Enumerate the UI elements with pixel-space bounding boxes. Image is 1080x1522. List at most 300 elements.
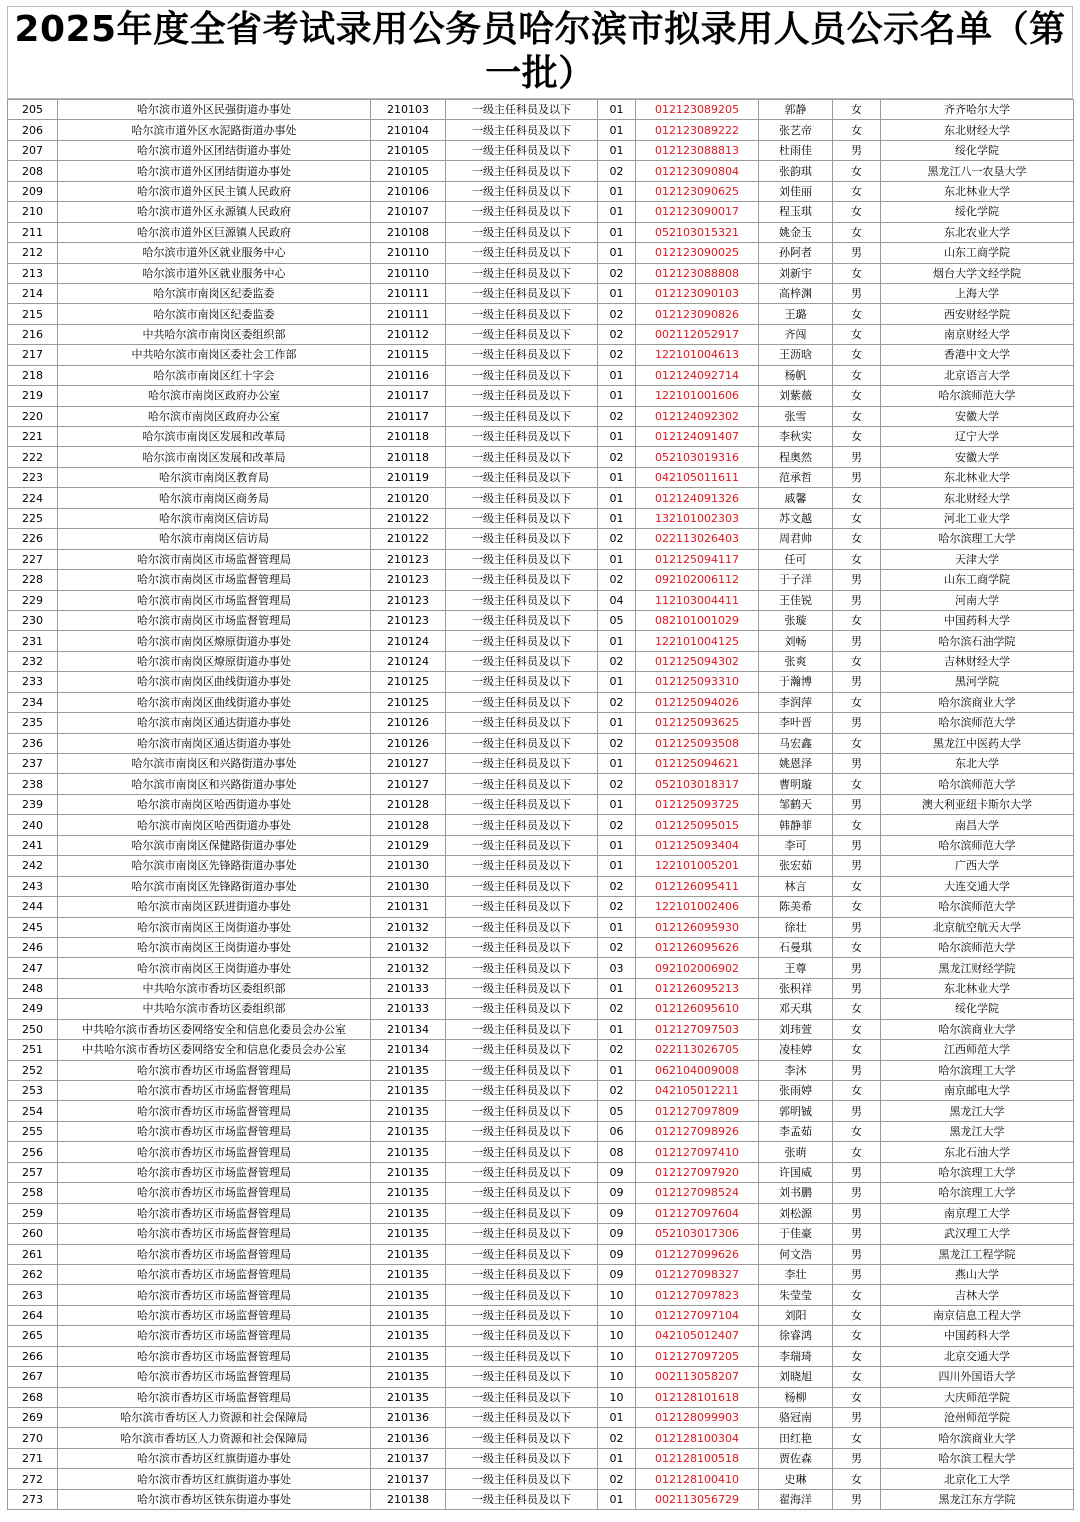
gender: 男 xyxy=(833,1101,881,1121)
exam-number: 112103004411 xyxy=(636,590,759,610)
candidate-name: 曹明璇 xyxy=(759,774,833,794)
row-index: 231 xyxy=(8,631,58,651)
gender: 女 xyxy=(833,406,881,426)
table-row xyxy=(8,120,1074,140)
school: 东北林业大学 xyxy=(881,978,1074,998)
school: 黑龙江大学 xyxy=(881,1101,1074,1121)
table-row xyxy=(8,917,1074,937)
table-row xyxy=(8,1203,1074,1223)
position-code: 210135 xyxy=(371,1101,446,1121)
position-title: 一级主任科员及以下 xyxy=(446,1264,598,1284)
exam-number: 012123090625 xyxy=(636,181,759,201)
position-code: 210122 xyxy=(371,508,446,528)
gender: 女 xyxy=(833,1019,881,1039)
position-title: 一级主任科员及以下 xyxy=(446,672,598,692)
position-slot: 02 xyxy=(598,406,636,426)
school: 黑龙江八一农垦大学 xyxy=(881,161,1074,181)
position-slot: 09 xyxy=(598,1264,636,1284)
position-title: 一级主任科员及以下 xyxy=(446,1060,598,1080)
row-index: 240 xyxy=(8,815,58,835)
table-row xyxy=(8,1408,1074,1428)
gender: 男 xyxy=(833,631,881,651)
row-index: 259 xyxy=(8,1203,58,1223)
candidate-name: 李沐 xyxy=(759,1060,833,1080)
position-title: 一级主任科员及以下 xyxy=(446,304,598,324)
exam-number: 012123090025 xyxy=(636,243,759,263)
agency-name: 哈尔滨市南岗区纪委监委 xyxy=(58,304,371,324)
exam-number: 062104009008 xyxy=(636,1060,759,1080)
agency-name: 哈尔滨市香坊区红旗街道办事处 xyxy=(58,1469,371,1489)
school: 吉林财经大学 xyxy=(881,651,1074,671)
position-slot: 02 xyxy=(598,815,636,835)
candidate-name: 王璐 xyxy=(759,304,833,324)
agency-name: 哈尔滨市香坊区人力资源和社会保障局 xyxy=(58,1428,371,1448)
position-slot: 01 xyxy=(598,1019,636,1039)
exam-number: 012128101618 xyxy=(636,1387,759,1407)
agency-name: 哈尔滨市南岗区市场监督管理局 xyxy=(58,610,371,630)
exam-number: 022113026403 xyxy=(636,529,759,549)
position-title: 一级主任科员及以下 xyxy=(446,447,598,467)
school: 东北财经大学 xyxy=(881,120,1074,140)
position-code: 210136 xyxy=(371,1408,446,1428)
table-row xyxy=(8,937,1074,957)
school: 哈尔滨师范大学 xyxy=(881,937,1074,957)
candidate-name: 李可 xyxy=(759,835,833,855)
agency-name: 哈尔滨市南岗区市场监督管理局 xyxy=(58,549,371,569)
position-slot: 02 xyxy=(598,304,636,324)
candidate-name: 石曼琪 xyxy=(759,937,833,957)
position-code: 210135 xyxy=(371,1244,446,1264)
table-row xyxy=(8,1448,1074,1468)
school: 黑河学院 xyxy=(881,672,1074,692)
candidate-name: 刘书鹏 xyxy=(759,1183,833,1203)
position-code: 210130 xyxy=(371,876,446,896)
agency-name: 中共哈尔滨市香坊区委组织部 xyxy=(58,978,371,998)
agency-name: 哈尔滨市香坊区市场监督管理局 xyxy=(58,1121,371,1141)
position-slot: 02 xyxy=(598,692,636,712)
school: 绥化学院 xyxy=(881,202,1074,222)
table-row xyxy=(8,508,1074,528)
position-slot: 09 xyxy=(598,1203,636,1223)
candidate-name: 于瀚博 xyxy=(759,672,833,692)
school: 东北石油大学 xyxy=(881,1142,1074,1162)
candidate-name: 李孟茹 xyxy=(759,1121,833,1141)
exam-number: 012123090103 xyxy=(636,283,759,303)
position-title: 一级主任科员及以下 xyxy=(446,202,598,222)
position-title: 一级主任科员及以下 xyxy=(446,713,598,733)
school: 广西大学 xyxy=(881,856,1074,876)
agency-name: 哈尔滨市南岗区曲线街道办事处 xyxy=(58,672,371,692)
school: 安徽大学 xyxy=(881,447,1074,467)
gender: 女 xyxy=(833,1040,881,1060)
agency-name: 哈尔滨市香坊区市场监督管理局 xyxy=(58,1162,371,1182)
position-code: 210133 xyxy=(371,978,446,998)
position-code: 210136 xyxy=(371,1428,446,1448)
exam-number: 012126095626 xyxy=(636,937,759,957)
gender: 男 xyxy=(833,283,881,303)
exam-number: 012127098524 xyxy=(636,1183,759,1203)
school: 哈尔滨师范大学 xyxy=(881,897,1074,917)
position-slot: 02 xyxy=(598,529,636,549)
table-row xyxy=(8,549,1074,569)
table-row xyxy=(8,1305,1074,1325)
table-row xyxy=(8,100,1074,120)
position-title: 一级主任科员及以下 xyxy=(446,263,598,283)
candidate-name: 邹鹤天 xyxy=(759,794,833,814)
candidate-name: 马宏鑫 xyxy=(759,733,833,753)
table-row xyxy=(8,570,1074,590)
position-title: 一级主任科员及以下 xyxy=(446,1101,598,1121)
row-index: 266 xyxy=(8,1346,58,1366)
row-index: 253 xyxy=(8,1081,58,1101)
school: 哈尔滨师范大学 xyxy=(881,774,1074,794)
position-code: 210135 xyxy=(371,1183,446,1203)
position-title: 一级主任科员及以下 xyxy=(446,835,598,855)
position-title: 一级主任科员及以下 xyxy=(446,1040,598,1060)
candidate-name: 郭静 xyxy=(759,100,833,120)
row-index: 217 xyxy=(8,345,58,365)
position-code: 210118 xyxy=(371,427,446,447)
position-code: 210104 xyxy=(371,120,446,140)
exam-number: 012127097920 xyxy=(636,1162,759,1182)
position-title: 一级主任科员及以下 xyxy=(446,427,598,447)
row-index: 250 xyxy=(8,1019,58,1039)
position-code: 210119 xyxy=(371,467,446,487)
gender: 男 xyxy=(833,1162,881,1182)
agency-name: 哈尔滨市香坊区市场监督管理局 xyxy=(58,1224,371,1244)
position-slot: 10 xyxy=(598,1367,636,1387)
gender: 女 xyxy=(833,1285,881,1305)
agency-name: 哈尔滨市道外区水泥路街道办事处 xyxy=(58,120,371,140)
row-index: 247 xyxy=(8,958,58,978)
gender: 女 xyxy=(833,508,881,528)
gender: 女 xyxy=(833,610,881,630)
candidate-name: 戚馨 xyxy=(759,488,833,508)
exam-number: 122101001606 xyxy=(636,386,759,406)
position-code: 210103 xyxy=(371,100,446,120)
gender: 女 xyxy=(833,999,881,1019)
gender: 女 xyxy=(833,1367,881,1387)
position-code: 210120 xyxy=(371,488,446,508)
position-title: 一级主任科员及以下 xyxy=(446,406,598,426)
position-code: 210128 xyxy=(371,815,446,835)
row-index: 260 xyxy=(8,1224,58,1244)
exam-number: 012128100410 xyxy=(636,1469,759,1489)
position-slot: 01 xyxy=(598,120,636,140)
position-title: 一级主任科员及以下 xyxy=(446,917,598,937)
row-index: 207 xyxy=(8,140,58,160)
row-index: 248 xyxy=(8,978,58,998)
table-row xyxy=(8,610,1074,630)
exam-number: 042105012211 xyxy=(636,1081,759,1101)
row-index: 270 xyxy=(8,1428,58,1448)
position-title: 一级主任科员及以下 xyxy=(446,897,598,917)
position-title: 一级主任科员及以下 xyxy=(446,1081,598,1101)
row-index: 269 xyxy=(8,1408,58,1428)
school: 哈尔滨商业大学 xyxy=(881,1019,1074,1039)
candidate-name: 周君帅 xyxy=(759,529,833,549)
position-slot: 10 xyxy=(598,1305,636,1325)
exam-number: 012125093625 xyxy=(636,713,759,733)
agency-name: 哈尔滨市南岗区王岗街道办事处 xyxy=(58,937,371,957)
agency-name: 哈尔滨市香坊区市场监督管理局 xyxy=(58,1346,371,1366)
position-slot: 01 xyxy=(598,365,636,385)
gender: 男 xyxy=(833,243,881,263)
position-slot: 01 xyxy=(598,427,636,447)
school: 绥化学院 xyxy=(881,999,1074,1019)
row-index: 251 xyxy=(8,1040,58,1060)
table-row xyxy=(8,713,1074,733)
exam-number: 012128099903 xyxy=(636,1408,759,1428)
position-code: 210116 xyxy=(371,365,446,385)
agency-name: 哈尔滨市香坊区市场监督管理局 xyxy=(58,1060,371,1080)
agency-name: 哈尔滨市香坊区人力资源和社会保障局 xyxy=(58,1408,371,1428)
row-index: 205 xyxy=(8,100,58,120)
candidate-name: 韩静菲 xyxy=(759,815,833,835)
position-code: 210135 xyxy=(371,1367,446,1387)
position-code: 210117 xyxy=(371,406,446,426)
gender: 女 xyxy=(833,1428,881,1448)
position-title: 一级主任科员及以下 xyxy=(446,978,598,998)
position-slot: 01 xyxy=(598,978,636,998)
position-code: 210117 xyxy=(371,386,446,406)
position-code: 210135 xyxy=(371,1264,446,1284)
table-row xyxy=(8,1224,1074,1244)
position-title: 一级主任科员及以下 xyxy=(446,100,598,120)
exam-number: 012125093508 xyxy=(636,733,759,753)
row-index: 206 xyxy=(8,120,58,140)
position-slot: 01 xyxy=(598,1448,636,1468)
exam-number: 122101004125 xyxy=(636,631,759,651)
position-code: 210124 xyxy=(371,631,446,651)
exam-number: 012125093404 xyxy=(636,835,759,855)
school: 河南大学 xyxy=(881,590,1074,610)
position-slot: 02 xyxy=(598,1040,636,1060)
agency-name: 哈尔滨市香坊区市场监督管理局 xyxy=(58,1101,371,1121)
exam-number: 012128100304 xyxy=(636,1428,759,1448)
candidate-name: 苏文越 xyxy=(759,508,833,528)
school: 沧州师范学院 xyxy=(881,1408,1074,1428)
gender: 男 xyxy=(833,1060,881,1080)
position-slot: 01 xyxy=(598,202,636,222)
gender: 男 xyxy=(833,794,881,814)
table-row xyxy=(8,1142,1074,1162)
position-code: 210135 xyxy=(371,1081,446,1101)
school: 哈尔滨石油学院 xyxy=(881,631,1074,651)
row-index: 238 xyxy=(8,774,58,794)
agency-name: 哈尔滨市香坊区市场监督管理局 xyxy=(58,1387,371,1407)
position-code: 210127 xyxy=(371,754,446,774)
candidate-name: 姚金玉 xyxy=(759,222,833,242)
row-index: 256 xyxy=(8,1142,58,1162)
school: 香港中文大学 xyxy=(881,345,1074,365)
row-index: 241 xyxy=(8,835,58,855)
candidate-name: 孙阿者 xyxy=(759,243,833,263)
gender: 女 xyxy=(833,120,881,140)
position-slot: 10 xyxy=(598,1285,636,1305)
table-row xyxy=(8,999,1074,1019)
table-row xyxy=(8,283,1074,303)
table-row xyxy=(8,386,1074,406)
exam-number: 012125094117 xyxy=(636,549,759,569)
gender: 男 xyxy=(833,856,881,876)
gender: 男 xyxy=(833,467,881,487)
table-row xyxy=(8,897,1074,917)
candidate-name: 刘晓旭 xyxy=(759,1367,833,1387)
exam-number: 012123090804 xyxy=(636,161,759,181)
position-code: 210138 xyxy=(371,1489,446,1509)
row-index: 218 xyxy=(8,365,58,385)
position-code: 210127 xyxy=(371,774,446,794)
position-code: 210132 xyxy=(371,917,446,937)
candidate-name: 张艺帝 xyxy=(759,120,833,140)
gender: 男 xyxy=(833,672,881,692)
exam-number: 012123088813 xyxy=(636,140,759,160)
position-title: 一级主任科员及以下 xyxy=(446,999,598,1019)
agency-name: 哈尔滨市香坊区铁东街道办事处 xyxy=(58,1489,371,1509)
agency-name: 中共哈尔滨市香坊区委组织部 xyxy=(58,999,371,1019)
candidate-name: 任可 xyxy=(759,549,833,569)
position-title: 一级主任科员及以下 xyxy=(446,1224,598,1244)
gender: 女 xyxy=(833,815,881,835)
exam-number: 012128100518 xyxy=(636,1448,759,1468)
gender: 女 xyxy=(833,488,881,508)
candidate-name: 张宏茹 xyxy=(759,856,833,876)
exam-number: 052103015321 xyxy=(636,222,759,242)
position-slot: 02 xyxy=(598,1428,636,1448)
candidate-name: 张积祥 xyxy=(759,978,833,998)
row-index: 221 xyxy=(8,427,58,447)
table-row xyxy=(8,1162,1074,1182)
candidate-name: 李秋实 xyxy=(759,427,833,447)
table-row xyxy=(8,488,1074,508)
school: 上海大学 xyxy=(881,283,1074,303)
school: 大庆师范学院 xyxy=(881,1387,1074,1407)
table-row xyxy=(8,1428,1074,1448)
position-title: 一级主任科员及以下 xyxy=(446,140,598,160)
exam-number: 002113056729 xyxy=(636,1489,759,1509)
position-code: 210124 xyxy=(371,651,446,671)
table-row xyxy=(8,427,1074,447)
position-title: 一级主任科员及以下 xyxy=(446,958,598,978)
row-index: 252 xyxy=(8,1060,58,1080)
position-code: 210135 xyxy=(371,1305,446,1325)
table-row xyxy=(8,1081,1074,1101)
position-title: 一级主任科员及以下 xyxy=(446,570,598,590)
agency-name: 哈尔滨市道外区民主镇人民政府 xyxy=(58,181,371,201)
position-title: 一级主任科员及以下 xyxy=(446,1019,598,1039)
candidate-name: 郭明铖 xyxy=(759,1101,833,1121)
exam-number: 002113058207 xyxy=(636,1367,759,1387)
row-index: 225 xyxy=(8,508,58,528)
exam-number: 042105012407 xyxy=(636,1326,759,1346)
exam-number: 042105011611 xyxy=(636,467,759,487)
gender: 女 xyxy=(833,100,881,120)
position-slot: 02 xyxy=(598,263,636,283)
position-code: 210130 xyxy=(371,856,446,876)
position-slot: 02 xyxy=(598,651,636,671)
position-slot: 01 xyxy=(598,754,636,774)
gender: 男 xyxy=(833,1448,881,1468)
school: 江西师范大学 xyxy=(881,1040,1074,1060)
candidate-name: 徐睿鸿 xyxy=(759,1326,833,1346)
candidate-name: 凌桂婷 xyxy=(759,1040,833,1060)
school: 黑龙江中医药大学 xyxy=(881,733,1074,753)
table-row xyxy=(8,1326,1074,1346)
gender: 男 xyxy=(833,1489,881,1509)
gender: 男 xyxy=(833,1244,881,1264)
position-title: 一级主任科员及以下 xyxy=(446,815,598,835)
agency-name: 哈尔滨市香坊区市场监督管理局 xyxy=(58,1264,371,1284)
exam-number: 012127099626 xyxy=(636,1244,759,1264)
candidate-name: 徐壮 xyxy=(759,917,833,937)
exam-number: 012125093310 xyxy=(636,672,759,692)
candidate-name: 李润萍 xyxy=(759,692,833,712)
exam-number: 012125095015 xyxy=(636,815,759,835)
exam-number: 012123089222 xyxy=(636,120,759,140)
school: 山东工商学院 xyxy=(881,570,1074,590)
school: 西安财经学院 xyxy=(881,304,1074,324)
table-row xyxy=(8,1285,1074,1305)
exam-number: 082101001029 xyxy=(636,610,759,630)
table-row xyxy=(8,263,1074,283)
candidate-name: 陈美希 xyxy=(759,897,833,917)
gender: 女 xyxy=(833,263,881,283)
table-row xyxy=(8,1101,1074,1121)
agency-name: 哈尔滨市南岗区王岗街道办事处 xyxy=(58,917,371,937)
gender: 女 xyxy=(833,304,881,324)
school: 南京理工大学 xyxy=(881,1203,1074,1223)
candidate-name: 史琳 xyxy=(759,1469,833,1489)
position-title: 一级主任科员及以下 xyxy=(446,856,598,876)
position-code: 210132 xyxy=(371,937,446,957)
position-title: 一级主任科员及以下 xyxy=(446,181,598,201)
position-slot: 01 xyxy=(598,672,636,692)
table-row xyxy=(8,140,1074,160)
candidate-name: 林言 xyxy=(759,876,833,896)
agency-name: 中共哈尔滨市南岗区委社会工作部 xyxy=(58,345,371,365)
gender: 女 xyxy=(833,345,881,365)
agency-name: 哈尔滨市道外区永源镇人民政府 xyxy=(58,202,371,222)
school: 东北财经大学 xyxy=(881,488,1074,508)
exam-number: 012123090017 xyxy=(636,202,759,222)
candidate-name: 刘畅 xyxy=(759,631,833,651)
row-index: 273 xyxy=(8,1489,58,1509)
table-row xyxy=(8,345,1074,365)
position-title: 一级主任科员及以下 xyxy=(446,222,598,242)
school: 哈尔滨师范大学 xyxy=(881,713,1074,733)
agency-name: 哈尔滨市南岗区政府办公室 xyxy=(58,406,371,426)
table-row xyxy=(8,1183,1074,1203)
agency-name: 哈尔滨市南岗区通达街道办事处 xyxy=(58,733,371,753)
school: 黑龙江大学 xyxy=(881,1121,1074,1141)
agency-name: 哈尔滨市南岗区教育局 xyxy=(58,467,371,487)
exam-number: 122101005201 xyxy=(636,856,759,876)
position-code: 210135 xyxy=(371,1162,446,1182)
candidate-name: 张雪 xyxy=(759,406,833,426)
row-index: 245 xyxy=(8,917,58,937)
table-row xyxy=(8,181,1074,201)
table-row xyxy=(8,1040,1074,1060)
agency-name: 哈尔滨市南岗区哈西街道办事处 xyxy=(58,794,371,814)
gender: 女 xyxy=(833,733,881,753)
candidate-name: 张爽 xyxy=(759,651,833,671)
position-code: 210123 xyxy=(371,590,446,610)
position-slot: 05 xyxy=(598,610,636,630)
agency-name: 哈尔滨市南岗区市场监督管理局 xyxy=(58,570,371,590)
table-row xyxy=(8,467,1074,487)
position-slot: 01 xyxy=(598,856,636,876)
